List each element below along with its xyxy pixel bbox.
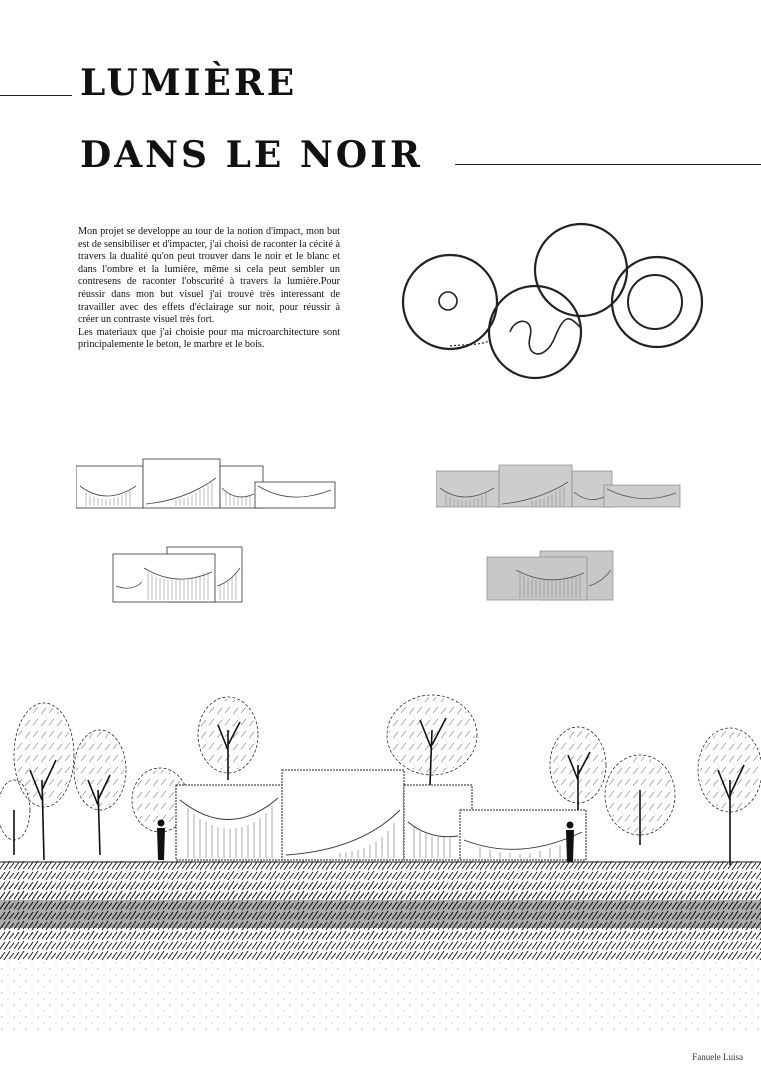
title-line-1: LUMIÈRE — [80, 62, 298, 104]
title-line-2: DANS LE NOIR — [80, 134, 423, 176]
title-rule-left — [0, 95, 72, 96]
description-paragraph-2: Les materiaux que j'ai choisie pour ma microarchitecture sont principalemente le beton, le marbre et le bois. — [78, 326, 340, 351]
landscape-elevation — [0, 690, 761, 1030]
project-description — [78, 226, 340, 352]
title-rule-right — [455, 164, 761, 165]
description-paragraph-1: Mon projet se developpe au tour de la notion d'impact, mon but est de sensibiliser et d'impacter, j'ai choisi de raconter la cécité à travers la dualité qu'on peut trouver dans le noir et le blanc et dans l'ombre et la lumière, même si cela peut sembler un contresens de raconter l'obscurité à travers la lumière.Pour réussir dans mon but visuel j'ai trouvé très interessant de travailler avec des effets d'éclairage sur noir, pour réussir à créer un contraste visuel très fort. — [78, 226, 340, 326]
section-rendered-drawing — [486, 550, 614, 602]
elevation-rendered-drawing — [436, 464, 681, 509]
building-elevation — [176, 770, 586, 860]
section-line-drawing — [112, 546, 244, 604]
author-credit: Fanuele Luisa — [692, 1052, 743, 1062]
elevation-line-drawing — [76, 456, 338, 511]
plan-sketch — [395, 222, 715, 382]
